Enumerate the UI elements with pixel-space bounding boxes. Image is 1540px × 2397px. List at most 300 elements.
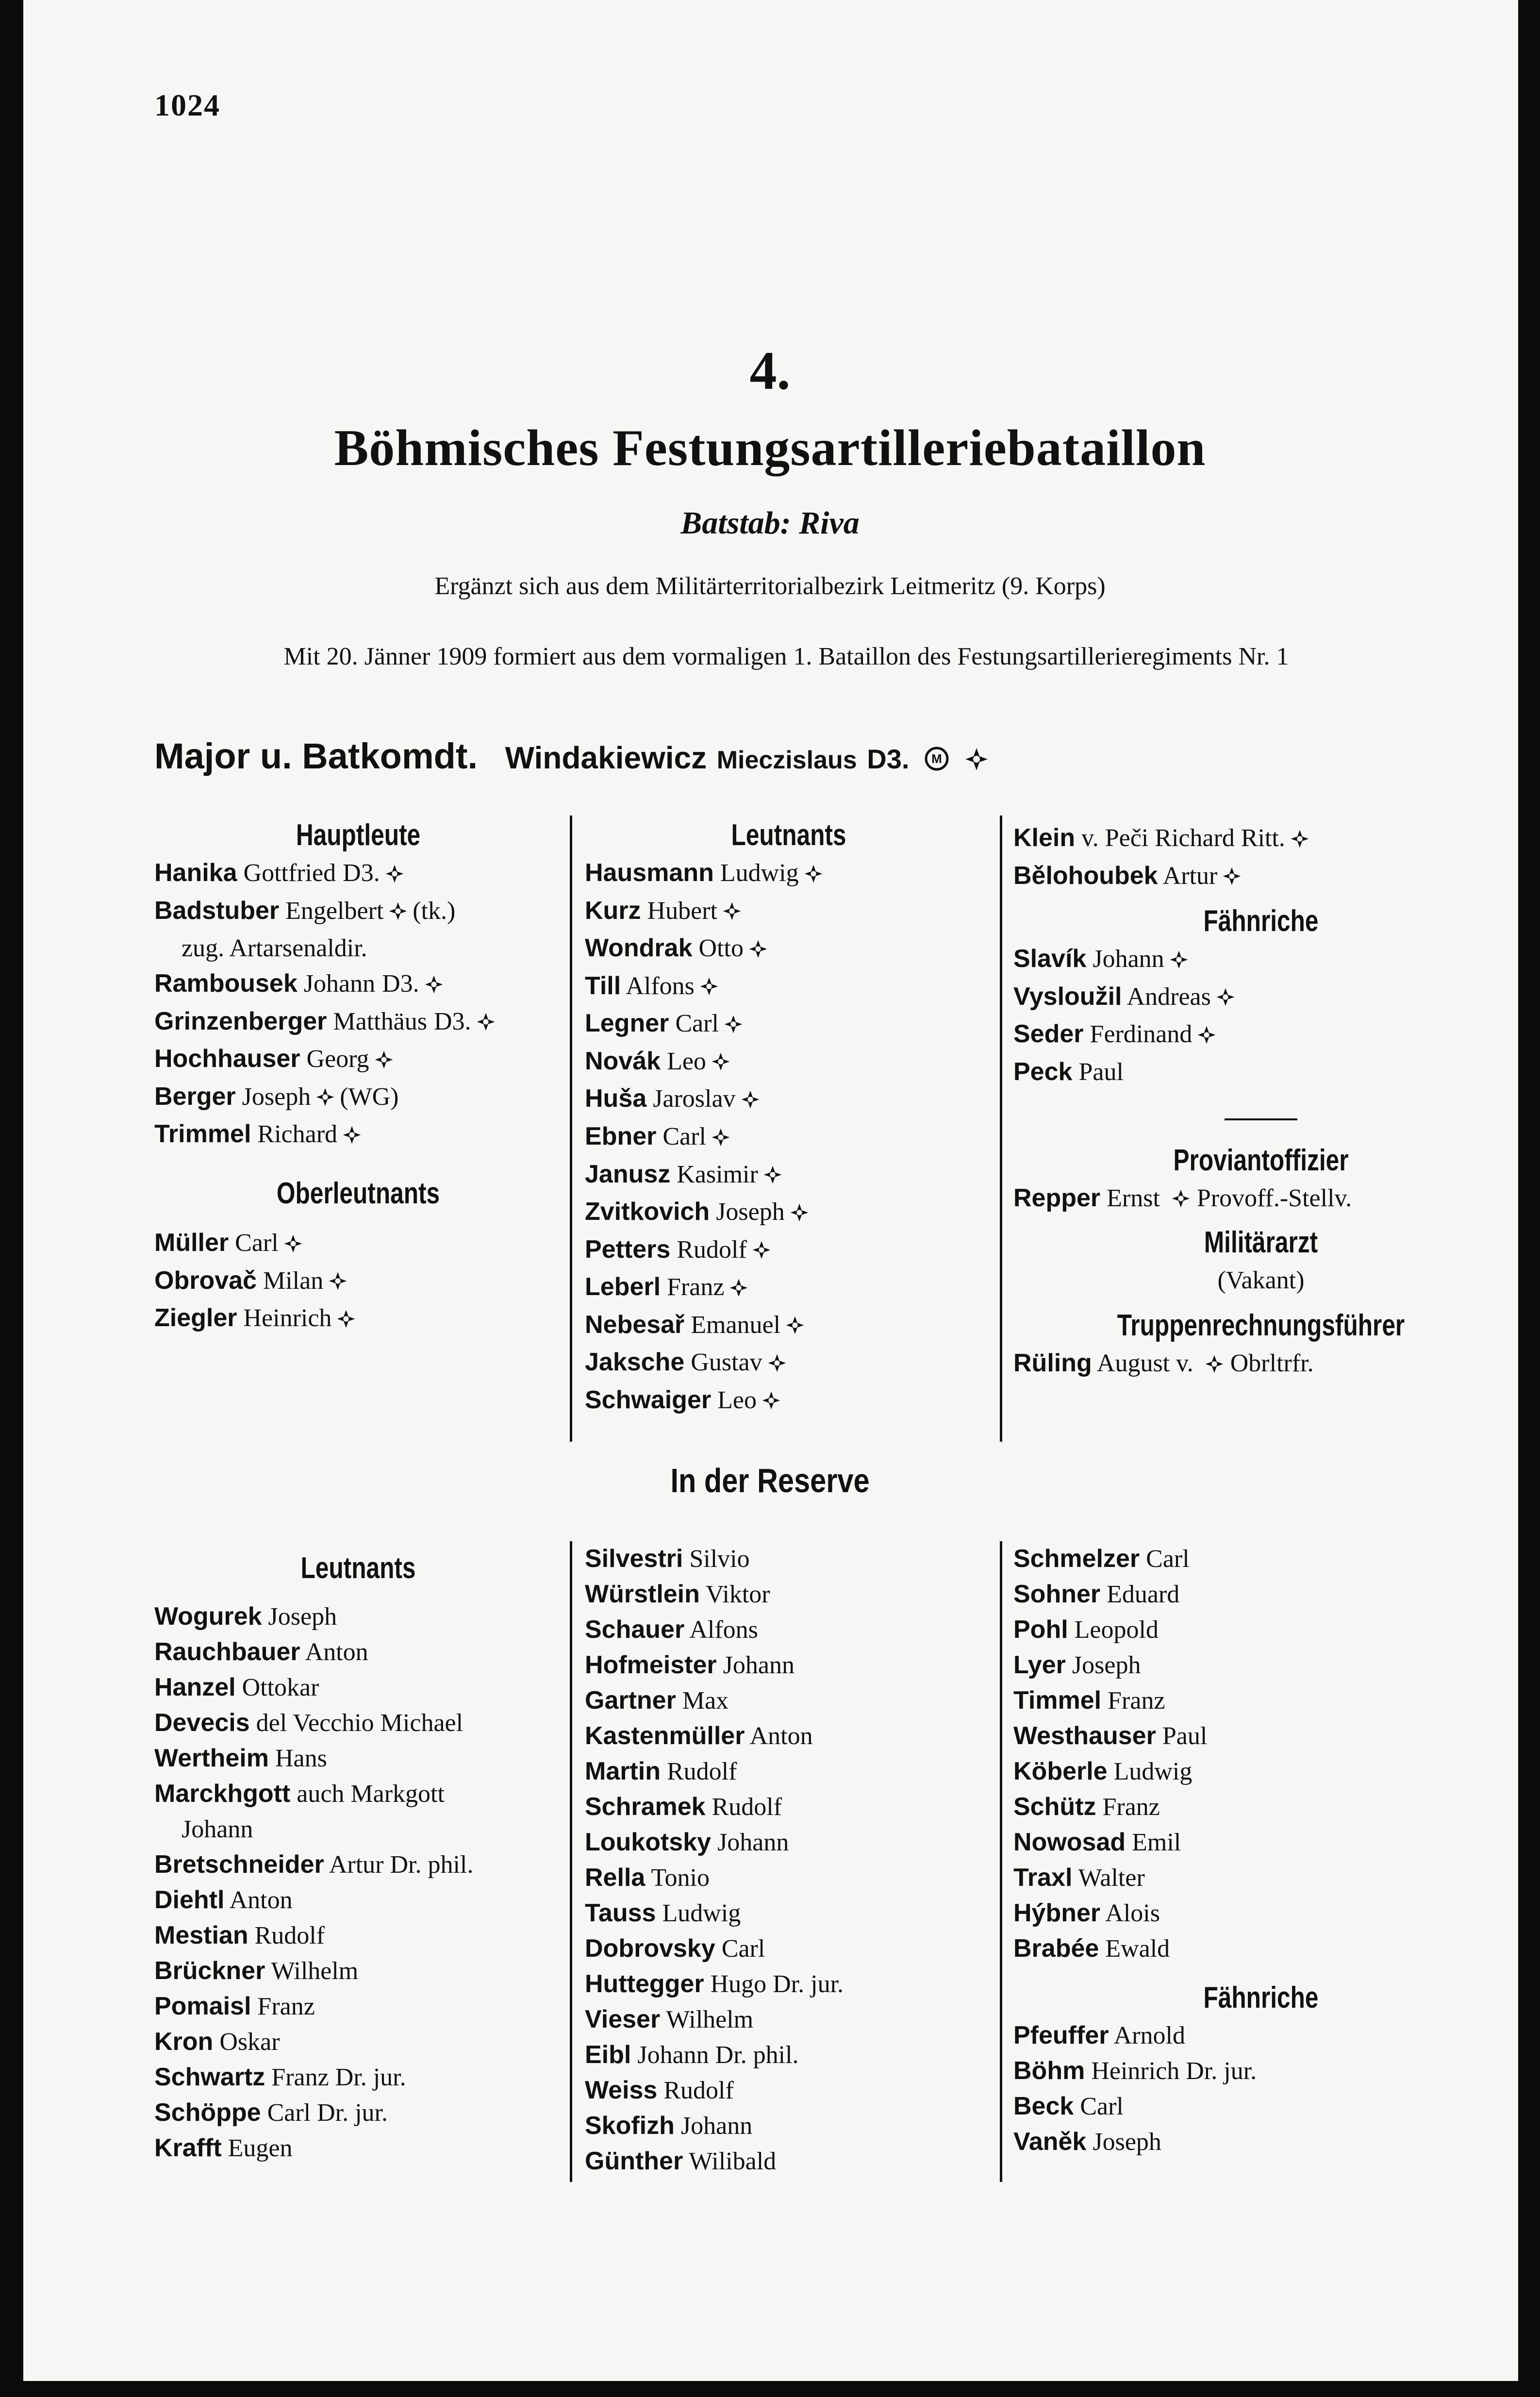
given-name: Joseph bbox=[268, 1603, 337, 1631]
last-name: Vieser bbox=[585, 2005, 661, 2033]
list-item bbox=[585, 1382, 993, 1420]
heading-faehnriche: Fähnriche bbox=[1203, 1981, 1319, 2014]
last-name: Günther bbox=[585, 2147, 683, 2175]
last-name: Wondrak bbox=[585, 934, 693, 963]
jubilee-cross-icon bbox=[315, 1081, 335, 1116]
given-name: Kasimir bbox=[677, 1160, 758, 1188]
jubilee-cross-icon bbox=[752, 1234, 771, 1269]
list-item bbox=[585, 2108, 993, 2144]
given-name: Rudolf bbox=[712, 1793, 782, 1821]
list-item bbox=[1013, 1931, 1508, 1966]
list-item bbox=[1013, 1054, 1508, 1090]
m-medal-icon bbox=[924, 738, 949, 780]
svg-text:M: M bbox=[931, 751, 942, 766]
last-name: Kurz bbox=[585, 896, 641, 925]
heading-oberleutnants: Oberleutnants bbox=[276, 1176, 440, 1210]
jubilee-cross-icon bbox=[724, 1008, 743, 1044]
active-column-3 bbox=[1013, 820, 1508, 1383]
list-item bbox=[585, 1541, 993, 1577]
list-item bbox=[585, 1683, 993, 1718]
last-name: Trimmel bbox=[154, 1120, 251, 1149]
last-name: Pfeuffer bbox=[1013, 2021, 1109, 2049]
list-item bbox=[154, 2024, 562, 2060]
last-name: Hofmeister bbox=[585, 1651, 717, 1679]
given-name: Heinrich Dr. jur. bbox=[1091, 2057, 1257, 2085]
list-item bbox=[1013, 1346, 1508, 1383]
given-name: Arnold bbox=[1113, 2022, 1185, 2049]
given-name: Alois bbox=[1105, 1899, 1160, 1927]
last-name: Huttegger bbox=[585, 1970, 704, 1998]
list-item bbox=[585, 931, 993, 968]
given-name: Heinrich bbox=[243, 1304, 332, 1332]
heading-truppenrechnungsfuehrer: Truppenrechnungsführer bbox=[1117, 1309, 1405, 1343]
jubilee-cross-icon bbox=[699, 970, 719, 1006]
last-name: Schöppe bbox=[154, 2098, 261, 2127]
given-name: Eugen bbox=[228, 2134, 293, 2162]
last-name: Novák bbox=[585, 1047, 661, 1075]
jubilee-cross-icon bbox=[1222, 860, 1242, 896]
jubilee-cross-icon bbox=[1216, 981, 1235, 1016]
last-name: Tauss bbox=[585, 1899, 656, 1927]
list-item bbox=[154, 1705, 562, 1741]
vacant-note: (Vakant) bbox=[1217, 1266, 1305, 1295]
given-name: Max bbox=[682, 1687, 729, 1715]
last-name: Köberle bbox=[1013, 1757, 1108, 1785]
last-name: Zvitkovich bbox=[585, 1198, 710, 1226]
list-item bbox=[154, 1041, 562, 1079]
last-name: Diehtl bbox=[154, 1886, 225, 1914]
given-name: Artur Dr. phil. bbox=[329, 1851, 474, 1879]
given-name: Wilhelm bbox=[271, 1957, 359, 1985]
last-name: Schwartz bbox=[154, 2063, 265, 2091]
last-name: Obrovač bbox=[154, 1266, 257, 1295]
list-item bbox=[1013, 1577, 1508, 1612]
list-item bbox=[585, 1612, 993, 1648]
list-item bbox=[585, 1931, 993, 1966]
reserve-column-2 bbox=[585, 1541, 993, 2179]
last-name: Westhauser bbox=[1013, 1722, 1156, 1750]
list-item bbox=[585, 2144, 993, 2179]
last-name: Schwaiger bbox=[585, 1385, 712, 1414]
jubilee-cross-icon bbox=[790, 1197, 809, 1232]
list-item bbox=[154, 1812, 562, 1847]
decoration-grade: D3. bbox=[343, 859, 380, 887]
last-name: Schauer bbox=[585, 1615, 685, 1644]
reserve-column-1 bbox=[154, 1548, 562, 2166]
reserve-column-divider-2 bbox=[1000, 1541, 1002, 2182]
last-name: Dobrovsky bbox=[585, 1934, 715, 1963]
heading-hauptleute: Hauptleute bbox=[296, 818, 421, 852]
given-name: del Vecchio Michael bbox=[256, 1709, 464, 1737]
given-name: Andreas bbox=[1126, 982, 1211, 1011]
list-item bbox=[154, 1741, 562, 1776]
page-number: 1024 bbox=[154, 88, 220, 122]
last-name: Martin bbox=[585, 1757, 661, 1785]
last-name: Böhm bbox=[1013, 2057, 1085, 2085]
first-name: August v. bbox=[1096, 1349, 1193, 1378]
given-name: Rudolf bbox=[254, 1922, 325, 1949]
list-item bbox=[1013, 1789, 1508, 1825]
given-name: Matthäus bbox=[333, 1007, 427, 1035]
given-name: Tonio bbox=[651, 1864, 710, 1892]
list-item bbox=[154, 1882, 562, 1918]
jubilee-cross-icon bbox=[964, 738, 989, 780]
given-name: Ottokar bbox=[242, 1674, 319, 1701]
last-name: Nebesař bbox=[585, 1310, 685, 1339]
given-name: Franz bbox=[257, 1993, 315, 2020]
list-item bbox=[585, 1345, 993, 1382]
last-name: Pohl bbox=[1013, 1615, 1068, 1644]
list-item bbox=[585, 968, 993, 1006]
given-name: Engelbert bbox=[285, 897, 384, 925]
divider-line bbox=[1013, 1099, 1508, 1135]
last-name: Hýbner bbox=[1013, 1899, 1101, 1927]
list-item bbox=[1013, 941, 1508, 979]
jubilee-cross-icon bbox=[762, 1384, 781, 1420]
jubilee-cross-icon bbox=[385, 858, 404, 893]
list-item bbox=[154, 2060, 562, 2095]
last-name: Lyer bbox=[1013, 1651, 1066, 1679]
list-item bbox=[585, 1307, 993, 1345]
list-item bbox=[585, 1577, 993, 1612]
commander-first-name: Mieczislaus bbox=[716, 746, 857, 774]
list-item bbox=[1013, 858, 1508, 896]
given-name: Ludwig bbox=[662, 1899, 741, 1927]
list-item bbox=[1013, 1718, 1508, 1754]
list-item bbox=[1013, 1648, 1508, 1683]
given-name: Johann bbox=[182, 1815, 253, 1843]
heading-faehnriche: Fähnriche bbox=[1203, 904, 1319, 938]
given-name: Leopold bbox=[1074, 1616, 1159, 1644]
list-item bbox=[154, 966, 562, 1004]
last-name: Legner bbox=[585, 1009, 669, 1038]
jubilee-cross-icon bbox=[767, 1347, 787, 1382]
list-item bbox=[154, 1079, 562, 1117]
last-name: Wertheim bbox=[154, 1744, 269, 1772]
jubilee-cross-icon bbox=[1171, 1182, 1191, 1218]
given-name: Eduard bbox=[1107, 1581, 1180, 1608]
jubilee-cross-icon bbox=[328, 1265, 348, 1300]
heading-leutnants: Leutnants bbox=[731, 818, 846, 852]
list-item bbox=[585, 893, 993, 931]
given-name: Joseph bbox=[716, 1198, 785, 1226]
given-name: Ewald bbox=[1105, 1935, 1170, 1963]
note: (tk.) bbox=[413, 897, 456, 925]
jubilee-cross-icon bbox=[785, 1309, 805, 1345]
given-name: Hans bbox=[275, 1745, 327, 1772]
given-name: Johann bbox=[723, 1651, 795, 1679]
last-name: Hausmann bbox=[585, 859, 714, 887]
reserve-column-3 bbox=[1013, 1541, 1508, 2160]
jubilee-cross-icon bbox=[722, 895, 742, 931]
list-item bbox=[585, 1157, 993, 1195]
decoration-grade: D3. bbox=[433, 1007, 471, 1035]
list-item bbox=[154, 855, 562, 893]
given-name: Hugo Dr. jur. bbox=[710, 1970, 844, 1998]
last-name: Sohner bbox=[1013, 1580, 1101, 1608]
last-name: Schütz bbox=[1013, 1793, 1096, 1821]
last-name: Ziegler bbox=[154, 1304, 237, 1332]
list-item bbox=[1013, 1181, 1508, 1218]
list-item bbox=[1013, 1541, 1508, 1577]
last-name: Rambousek bbox=[154, 969, 298, 998]
given-name: Oskar bbox=[219, 2028, 280, 2056]
given-name: Anton bbox=[749, 1722, 813, 1750]
last-name: Berger bbox=[154, 1082, 236, 1111]
last-name: Peck bbox=[1013, 1057, 1073, 1086]
given-name: Milan bbox=[263, 1266, 324, 1295]
last-name: Schramek bbox=[585, 1793, 706, 1821]
given-name: Paul bbox=[1078, 1058, 1124, 1086]
list-item bbox=[1013, 1896, 1508, 1931]
last-name: Traxl bbox=[1013, 1864, 1073, 1892]
list-item bbox=[585, 1860, 993, 1896]
given-name: Emanuel bbox=[691, 1311, 781, 1339]
list-item bbox=[154, 893, 562, 931]
column-divider-2 bbox=[1000, 816, 1002, 1442]
list-item bbox=[154, 1599, 562, 1634]
last-name: Kastenmüller bbox=[585, 1722, 745, 1750]
last-name: Eibl bbox=[585, 2041, 631, 2069]
active-column-2 bbox=[585, 816, 993, 1420]
given-name: Joseph bbox=[1072, 1651, 1141, 1679]
list-item bbox=[585, 1006, 993, 1044]
jubilee-cross-icon bbox=[711, 1121, 730, 1157]
jubilee-cross-icon bbox=[741, 1083, 760, 1119]
given-name: Wilhelm bbox=[666, 2006, 754, 2033]
list-item bbox=[1013, 2124, 1508, 2160]
first-name: Ernst bbox=[1107, 1184, 1160, 1212]
last-name: Pomaisl bbox=[154, 1992, 251, 2020]
given-name: Wilibald bbox=[689, 2147, 777, 2175]
list-item bbox=[585, 1269, 993, 1307]
given-name: Rudolf bbox=[663, 2077, 734, 2104]
list-item bbox=[585, 1825, 993, 1860]
given-name: Ludwig bbox=[1113, 1758, 1192, 1785]
jubilee-cross-icon bbox=[388, 895, 408, 931]
list-item bbox=[585, 1966, 993, 2002]
given-name: Carl bbox=[675, 1010, 719, 1038]
given-name: Carl bbox=[1080, 2093, 1124, 2120]
jubilee-cross-icon bbox=[1197, 1019, 1216, 1054]
last-name: Marckhgott bbox=[154, 1780, 291, 1808]
last-name: Seder bbox=[1013, 1020, 1084, 1049]
given-name: Hubert bbox=[647, 897, 717, 925]
list-item bbox=[154, 2131, 562, 2166]
list-item bbox=[585, 1119, 993, 1157]
given-name: Walter bbox=[1078, 1864, 1145, 1892]
given-name: Franz bbox=[1108, 1687, 1165, 1715]
heading-militaerarzt: Militärarzt bbox=[1204, 1226, 1318, 1260]
list-item bbox=[1013, 820, 1508, 858]
list-item bbox=[1013, 1754, 1508, 1789]
last-name: Loukotsky bbox=[585, 1828, 712, 1856]
given-name: Ferdinand bbox=[1090, 1020, 1192, 1049]
given-name: Carl bbox=[235, 1229, 279, 1257]
list-item bbox=[585, 1194, 993, 1232]
given-name: Franz Dr. jur. bbox=[271, 2064, 406, 2091]
reserve-column-divider-1 bbox=[570, 1541, 572, 2182]
last-name: Brückner bbox=[154, 1957, 265, 1985]
list-item bbox=[154, 1670, 562, 1705]
last-name: Nowosad bbox=[1013, 1828, 1126, 1856]
note: Obrltrfr. bbox=[1230, 1349, 1314, 1378]
commander-last-name: Windakiewicz bbox=[505, 740, 707, 775]
last-name: Vaněk bbox=[1013, 2128, 1087, 2156]
list-item bbox=[585, 2073, 993, 2108]
given-name: Viktor bbox=[705, 1581, 770, 1608]
last-name: Badstuber bbox=[154, 896, 280, 925]
given-name: Johann bbox=[303, 970, 376, 998]
given-name: Emil bbox=[1132, 1829, 1181, 1856]
last-name: Beck bbox=[1013, 2092, 1074, 2120]
last-name: Rüling bbox=[1013, 1349, 1092, 1378]
list-item bbox=[1013, 2053, 1508, 2089]
last-name: Würstlein bbox=[585, 1580, 700, 1608]
list-item bbox=[1013, 2089, 1508, 2124]
given-name: Joseph bbox=[242, 1082, 311, 1111]
given-name: auch Markgott bbox=[297, 1780, 445, 1808]
heading-proviantoffizier: Proviantoffizier bbox=[1173, 1143, 1349, 1177]
staff-location: Batstab: Riva bbox=[680, 505, 860, 541]
list-item bbox=[154, 1116, 562, 1154]
last-name: Silvestri bbox=[585, 1545, 683, 1573]
list-item bbox=[154, 1300, 562, 1338]
list-item bbox=[585, 1718, 993, 1754]
last-name: Mestian bbox=[154, 1921, 248, 1949]
last-name: Leberl bbox=[585, 1273, 661, 1301]
given-name: Carl bbox=[1146, 1545, 1190, 1573]
given-name: Alfons bbox=[689, 1616, 758, 1644]
reserve-heading: In der Reserve bbox=[670, 1462, 870, 1499]
list-item bbox=[154, 1776, 562, 1812]
column-divider-1 bbox=[570, 816, 572, 1442]
last-name: Janusz bbox=[585, 1160, 671, 1188]
last-name: Klein bbox=[1013, 824, 1076, 852]
last-name: Hochhauser bbox=[154, 1045, 300, 1073]
section-number: 4. bbox=[749, 341, 791, 401]
given-name: Carl bbox=[662, 1122, 706, 1150]
last-name: Timmel bbox=[1013, 1686, 1102, 1715]
given-name: Rudolf bbox=[667, 1758, 737, 1785]
given-name: v. Peči Richard Ritt. bbox=[1081, 824, 1285, 852]
jubilee-cross-icon bbox=[748, 933, 768, 968]
given-name: Johann bbox=[1093, 945, 1164, 973]
commander-rank: Major u. Batkomdt. bbox=[154, 736, 478, 776]
given-name: Ludwig bbox=[720, 859, 799, 887]
list-item bbox=[154, 931, 562, 966]
last-name: Ebner bbox=[585, 1122, 657, 1150]
last-name: Gartner bbox=[585, 1686, 676, 1715]
list-item bbox=[585, 2002, 993, 2037]
list-item bbox=[154, 1847, 562, 1882]
formation-line: Mit 20. Jänner 1909 formiert aus dem vormaligen 1. Bataillon des Festungsartillerieregiments Nr. 1 bbox=[283, 643, 1289, 670]
jubilee-cross-icon bbox=[283, 1228, 303, 1263]
list-item bbox=[585, 1044, 993, 1082]
last-name: Rauchbauer bbox=[154, 1638, 300, 1666]
jubilee-cross-icon bbox=[424, 968, 444, 1004]
list-item bbox=[585, 1232, 993, 1270]
jubilee-cross-icon bbox=[804, 858, 823, 893]
list-item bbox=[1013, 1825, 1508, 1860]
given-name: Georg bbox=[306, 1045, 369, 1073]
list-item bbox=[154, 1225, 562, 1263]
list-item bbox=[1013, 1016, 1508, 1054]
given-name: Johann bbox=[680, 2112, 753, 2140]
given-name: Richard bbox=[257, 1120, 338, 1149]
list-item bbox=[585, 1789, 993, 1825]
last-name: Repper bbox=[1013, 1183, 1101, 1212]
last-name: Kron bbox=[154, 2028, 214, 2056]
list-item bbox=[585, 1896, 993, 1931]
list-item bbox=[1013, 1612, 1508, 1648]
given-name: Johann Dr. phil. bbox=[637, 2041, 799, 2069]
jubilee-cross-icon bbox=[374, 1044, 394, 1079]
commander-line bbox=[154, 735, 989, 780]
given-name: Carl bbox=[721, 1935, 765, 1963]
list-item bbox=[585, 855, 993, 893]
given-name: Gustav bbox=[691, 1348, 762, 1377]
jubilee-cross-icon bbox=[1169, 944, 1189, 979]
decoration-grade: D3. bbox=[382, 970, 419, 998]
list-item bbox=[585, 1648, 993, 1683]
given-name: Rudolf bbox=[677, 1235, 747, 1264]
page-title: Böhmisches Festungsartilleriebataillon bbox=[334, 419, 1206, 476]
given-name: zug. Artarsenaldir. bbox=[182, 934, 367, 963]
last-name: Till bbox=[585, 971, 621, 1000]
given-name: Jaroslav bbox=[653, 1085, 736, 1113]
list-item bbox=[154, 2095, 562, 2131]
last-name: Slavík bbox=[1013, 945, 1087, 973]
last-name: Jaksche bbox=[585, 1348, 685, 1377]
jubilee-cross-icon bbox=[711, 1046, 730, 1081]
last-name: Skofizh bbox=[585, 2112, 675, 2140]
list-item bbox=[585, 1754, 993, 1789]
list-item bbox=[1013, 1683, 1508, 1718]
list-item bbox=[154, 1004, 562, 1042]
last-name: Vysloužil bbox=[1013, 982, 1122, 1011]
last-name: Petters bbox=[585, 1235, 671, 1264]
jubilee-cross-icon bbox=[342, 1119, 362, 1154]
given-name: Artur bbox=[1162, 862, 1218, 890]
commander-decoration: D3. bbox=[867, 744, 910, 774]
last-name: Devecis bbox=[154, 1709, 250, 1737]
last-name: Hanika bbox=[154, 859, 237, 887]
list-item bbox=[1013, 1860, 1508, 1896]
given-name: Leo bbox=[717, 1386, 757, 1414]
given-name: Anton bbox=[229, 1886, 293, 1914]
last-name: Bretschneider bbox=[154, 1850, 324, 1879]
last-name: Brabée bbox=[1013, 1934, 1099, 1963]
list-item bbox=[585, 1081, 993, 1119]
last-name: Krafft bbox=[154, 2134, 222, 2162]
given-name: Franz bbox=[1102, 1793, 1160, 1821]
last-name: Hanzel bbox=[154, 1673, 236, 1701]
jubilee-cross-icon bbox=[1290, 823, 1309, 858]
given-name: Joseph bbox=[1093, 2128, 1161, 2156]
last-name: Rella bbox=[585, 1864, 646, 1892]
active-column-1 bbox=[154, 816, 562, 1338]
given-name: Johann bbox=[717, 1829, 789, 1856]
last-name: Weiss bbox=[585, 2076, 658, 2104]
heading-leutnants: Leutnants bbox=[300, 1551, 416, 1585]
given-name: Paul bbox=[1162, 1722, 1208, 1750]
given-name: Leo bbox=[667, 1047, 706, 1075]
list-item bbox=[154, 1263, 562, 1301]
scan-edge-bottom bbox=[0, 2381, 1540, 2397]
recruitment-line: Ergänzt sich aus dem Militärterritorialbezirk Leitmeritz (9. Korps) bbox=[434, 572, 1106, 600]
list-item bbox=[154, 1634, 562, 1670]
